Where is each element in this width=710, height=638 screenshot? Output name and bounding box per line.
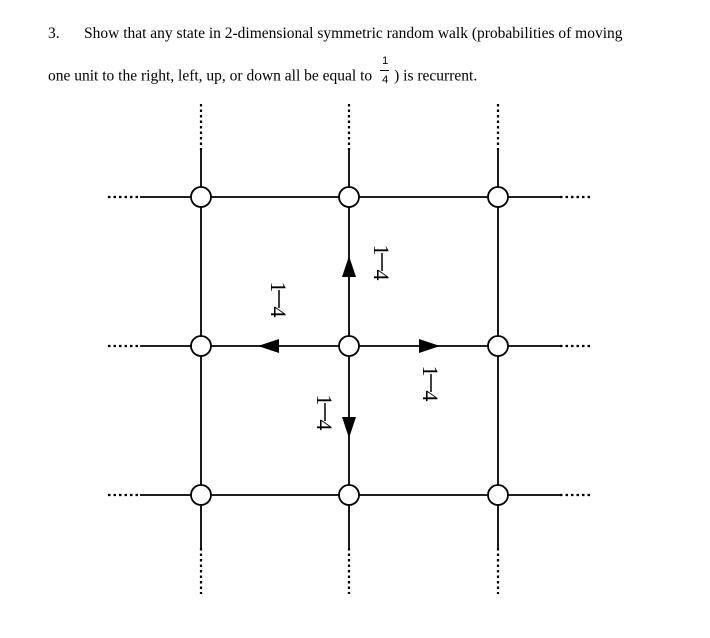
label-down — [312, 395, 337, 431]
label-down-num: 1 — [312, 394, 337, 406]
node-top-right — [488, 187, 508, 207]
arrow-left — [258, 339, 279, 353]
label-right-num: 1 — [418, 365, 443, 377]
label-down-den: 4 — [312, 419, 337, 431]
label-up-num: 1 — [369, 244, 394, 256]
node-bottom-left — [191, 485, 211, 505]
label-right-den: 4 — [418, 390, 443, 402]
arrow-up — [342, 256, 356, 277]
problem-text-1: Show that any state in 2-dimensional symmetric random walk (probabilities of moving — [84, 25, 623, 42]
problem-text-2: one unit to the right, left, up, or down all be equal to — [48, 67, 373, 85]
node-center — [339, 336, 359, 356]
arrow-down — [342, 417, 356, 438]
node-middle-left — [191, 336, 211, 356]
label-left-den: 4 — [266, 306, 291, 318]
node-top-left — [191, 187, 211, 207]
label-left — [266, 282, 291, 318]
arrow-right — [419, 339, 440, 353]
label-right — [418, 366, 443, 402]
label-left-num: 1 — [266, 281, 291, 293]
label-up-den: 4 — [369, 269, 394, 281]
node-middle-right — [488, 336, 508, 356]
fraction-numerator: 1 — [382, 55, 389, 67]
fraction-denominator: 4 — [382, 74, 389, 86]
node-top-middle — [339, 187, 359, 207]
problem-number: 3. — [48, 25, 60, 42]
node-bottom-middle — [339, 485, 359, 505]
node-bottom-right — [488, 485, 508, 505]
problem-text-3: ) is recurrent. — [394, 67, 478, 85]
label-up — [369, 245, 394, 281]
